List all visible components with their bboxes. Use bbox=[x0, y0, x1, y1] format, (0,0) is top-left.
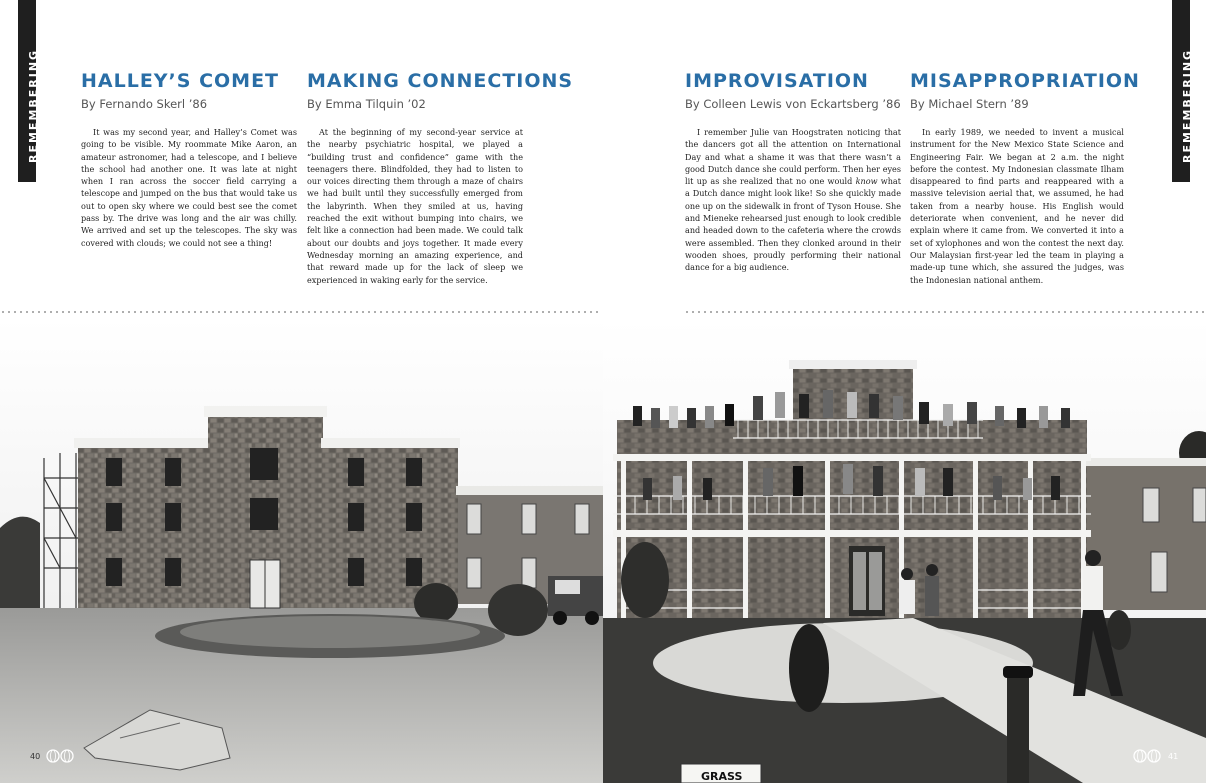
story-body bbox=[685, 126, 901, 274]
section-tab-left bbox=[18, 0, 40, 182]
page-number-right: 41 bbox=[1168, 752, 1179, 761]
story-body-emphasis: know bbox=[855, 176, 878, 187]
grass-sign: GRASS bbox=[701, 770, 743, 783]
story-body: In early 1989, we needed to invent a musical instrument for the New Mexico State Science and Engineering Fair. We began at 2 a.m. the night before the contest. My Indonesian classmate Ilham disappeared to find parts and reappeared with a massive television aerial that, we assumed, he had taken from a nearby house. His English would deteriorate when convenient, and he never did explain where it came from. We converted it into a set of xylophones and won the contest the next day. Our Malaysian first-year led the team in playing a made-up tune which, she assured the judges, was the Indonesian national anthem. bbox=[910, 127, 1124, 285]
story-body-text: I remember Julie van Hoogstraten noticing that the dancers got all the attention on International Day and what a shame it was that there wasn’t a good Dutch dance she could perform. Then her eyes lit up as she realized that no one would bbox=[685, 127, 901, 187]
story-title: MISAPPROPRIATION bbox=[910, 70, 1140, 92]
story-body-text: what a Dutch dance might look like! So she quickly made one up on the sidewalk in front of Tyson House. She and Mieneke rehearsed just enough to look credible and headed down to the cafeteria where the crowds were assembled. Then they clonked around in their wooden shoes, proudly performing their national dance for a big audience. bbox=[685, 176, 901, 273]
story-byline: By Emma Tilquin ’02 bbox=[307, 97, 426, 111]
story-body: It was my second year, and Halley’s Comet was going to be visible. My roommate Mike Aaron, an amateur astronomer, had a telescope, and I believe the school had another one. It was late at night when I ran across the soccer field carrying a telescope and jumped on the bus that would take us out to open sky where we could best see the comet pass by. The drive was long and the air was chilly. We arrived and set up the telescopes. The sky was covered with clouds; we could not see a thing! bbox=[81, 127, 297, 248]
story-title: HALLEY’S COMET bbox=[81, 70, 280, 92]
story-byline: By Michael Stern ’89 bbox=[910, 97, 1029, 111]
story-halleys-comet bbox=[81, 70, 297, 249]
dotted-divider-left bbox=[0, 311, 600, 313]
dotted-divider-right bbox=[684, 311, 1206, 313]
story-title: IMPROVISATION bbox=[685, 70, 869, 92]
story-title: MAKING CONNECTIONS bbox=[307, 70, 574, 92]
photo-hotel-restoration bbox=[0, 318, 603, 783]
story-improvisation bbox=[685, 70, 901, 274]
hotel-restoration-image bbox=[0, 318, 603, 783]
page-number-left: 40 bbox=[30, 752, 41, 761]
story-misappropriation bbox=[910, 70, 1140, 286]
story-making-connections bbox=[307, 70, 574, 286]
globe-icon bbox=[1133, 749, 1163, 763]
section-tab-label: REMEMBERING bbox=[27, 48, 40, 163]
globe-icon bbox=[46, 749, 76, 763]
section-tab-label: REMEMBERING bbox=[1181, 48, 1194, 163]
section-tab-right bbox=[1172, 0, 1194, 182]
graduation-image bbox=[603, 318, 1206, 783]
story-body: At the beginning of my second-year service at the nearby psychiatric hospital, we played a “building trust and confidence” game with the teenagers there. Blindfolded, they had to listen to our voices directing them through a maze of chairs we had built until they successfully emerged from the labyrinth. When they smiled at us, having reached the exit without bumping into chairs, we felt like a connection had been made. We could talk about our doubts and joys together. It made every Wednesday morning an amazing experience, and that reward made up for the lack of sleep we experienced in waking early for the service. bbox=[307, 127, 523, 285]
story-byline: By Fernando Skerl ’86 bbox=[81, 97, 208, 111]
story-byline: By Colleen Lewis von Eckartsberg ’86 bbox=[685, 97, 901, 111]
photo-graduation-splendor bbox=[603, 318, 1206, 783]
